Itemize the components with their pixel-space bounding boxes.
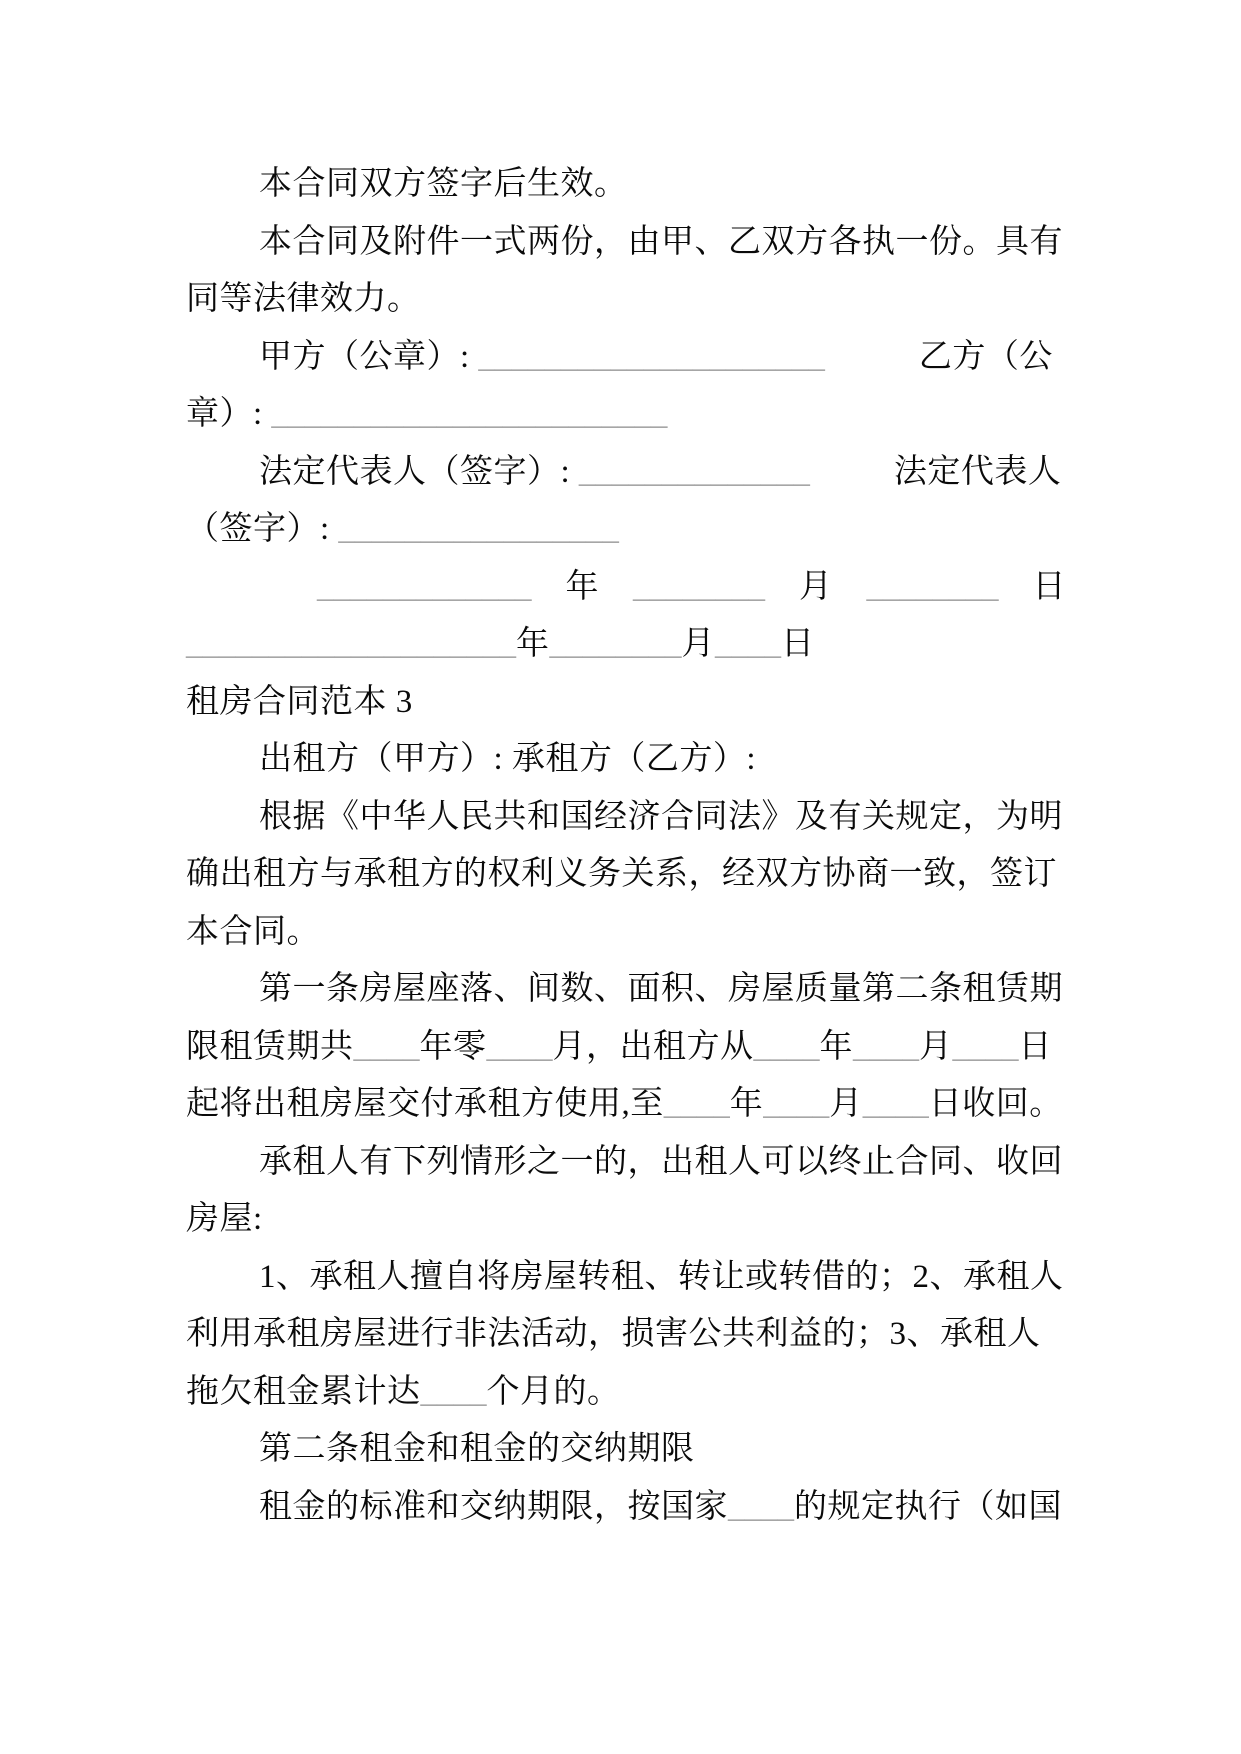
text-run: 拖欠租金累计达 — [186, 1373, 421, 1410]
text-run: 1、承租人擅自将房屋转租、转让或转借的；2、承租人 — [259, 1258, 1064, 1295]
spacer — [599, 596, 633, 597]
text-run: 限租赁期共 — [186, 1028, 354, 1065]
text-run: 章）: — [186, 396, 272, 432]
text-run: 年 — [565, 568, 599, 605]
document-line — [186, 1479, 1181, 1537]
text-run: 年 — [819, 1028, 853, 1065]
text-run: 日 — [1018, 1028, 1052, 1065]
text-run: 出租方（甲方）: 承租方（乙方）: — [259, 741, 757, 777]
text-run: 日收回。 — [928, 1086, 1063, 1122]
document-line — [186, 156, 1181, 214]
text-run: 年 — [516, 626, 550, 662]
spacer — [810, 481, 894, 482]
blank-field: ____ — [753, 1028, 820, 1065]
document-line — [186, 1249, 1181, 1307]
text-run: 月 — [681, 626, 715, 662]
blank-field: ____ — [353, 1028, 420, 1065]
document-line — [186, 616, 1181, 674]
document-line — [186, 1191, 1181, 1249]
document-line — [186, 674, 1181, 732]
document-line — [186, 214, 1181, 272]
blank-field: ____ — [663, 1086, 730, 1122]
text-run: 日 — [1032, 568, 1066, 605]
document-line — [186, 444, 1181, 502]
document-line — [186, 789, 1181, 847]
text-run: 法定代表人（签字）: — [259, 453, 579, 490]
document-line — [186, 1306, 1181, 1364]
text-run: 确出租方与承租方的权利义务关系，经双方协商一致，签订 — [186, 856, 1057, 892]
blank-field: ________ — [633, 568, 765, 605]
document-line — [186, 329, 1181, 387]
document-line — [186, 271, 1181, 329]
text-run: 承租人有下列情形之一的，出租人可以终止合同、收回 — [259, 1143, 1063, 1180]
spacer — [765, 596, 799, 597]
text-run: （签字）: — [186, 511, 339, 547]
document-line — [186, 846, 1181, 904]
text-run: 月 — [799, 568, 833, 605]
text-run: 房屋: — [186, 1201, 263, 1237]
document-line — [186, 904, 1181, 962]
blank-field: ______________ — [578, 453, 810, 490]
blank-field: _____________ — [317, 568, 532, 605]
document-line — [186, 1421, 1181, 1479]
text-run: 年 — [729, 1086, 764, 1122]
blank-field: _____________________ — [478, 338, 825, 375]
text-run: 第二条租金和租金的交纳期限 — [259, 1431, 695, 1467]
text-run: 的规定执行（如国 — [794, 1488, 1062, 1525]
blank-field: ____ — [486, 1028, 553, 1065]
blank-field: ____ — [715, 626, 781, 662]
text-run: 个月的。 — [486, 1373, 621, 1410]
blank-field: _________________ — [338, 511, 619, 547]
document-line — [186, 1019, 1181, 1077]
document-line — [186, 1134, 1181, 1192]
text-run: 甲方（公章）: — [259, 338, 479, 375]
blank-field: ____ — [862, 1086, 929, 1122]
text-run: 法定代表人 — [893, 453, 1062, 490]
blank-field: ____ — [420, 1373, 487, 1410]
document-line — [186, 386, 1181, 444]
text-run: 年零 — [419, 1028, 487, 1065]
blank-field: ________________________ — [271, 396, 668, 432]
blank-field: ____________________ — [186, 626, 516, 662]
text-run: 月 — [919, 1028, 953, 1065]
text-run: 租金的标准和交纳期限，按国家 — [259, 1488, 728, 1525]
document-line — [186, 961, 1181, 1019]
blank-field: ________ — [866, 568, 999, 605]
spacer — [833, 596, 867, 597]
text-run: 月，出租方从 — [552, 1028, 754, 1065]
text-run: 本合同及附件一式两份，由甲、乙双方各执一份。具有 — [259, 223, 1063, 260]
document-line — [186, 501, 1181, 559]
document-line — [186, 559, 1181, 617]
text-run: 租房合同范本 3 — [186, 683, 413, 720]
spacer — [532, 596, 566, 597]
document-line — [186, 731, 1181, 789]
text-run: 月 — [829, 1086, 863, 1122]
blank-field: ____ — [763, 1086, 830, 1122]
document-line — [186, 1076, 1181, 1134]
text-run: 起将出租房屋交付承租方使用,至 — [186, 1086, 664, 1122]
text-run: 本合同双方签字后生效。 — [259, 166, 628, 202]
blank-field: ____ — [853, 1028, 919, 1065]
blank-field: ____ — [728, 1488, 794, 1525]
text-run: 日 — [781, 626, 815, 662]
text-run: 第一条房屋座落、间数、面积、房屋质量第二条租赁期 — [259, 971, 1063, 1007]
text-run: 本合同。 — [186, 913, 320, 950]
text-run: 根据《中华人民共和国经济合同法》及有关规定，为明 — [259, 798, 1063, 835]
spacer — [999, 596, 1033, 597]
text-run: 同等法律效力。 — [186, 281, 421, 317]
blank-field: ____ — [952, 1028, 1019, 1065]
text-run: 利用承租房屋进行非法活动，损害公共利益的；3、承租人 — [186, 1316, 1041, 1352]
text-run: 乙方（公 — [918, 338, 1053, 375]
blank-field: ________ — [549, 626, 682, 662]
spacer — [825, 366, 919, 367]
document-line — [186, 1364, 1181, 1422]
